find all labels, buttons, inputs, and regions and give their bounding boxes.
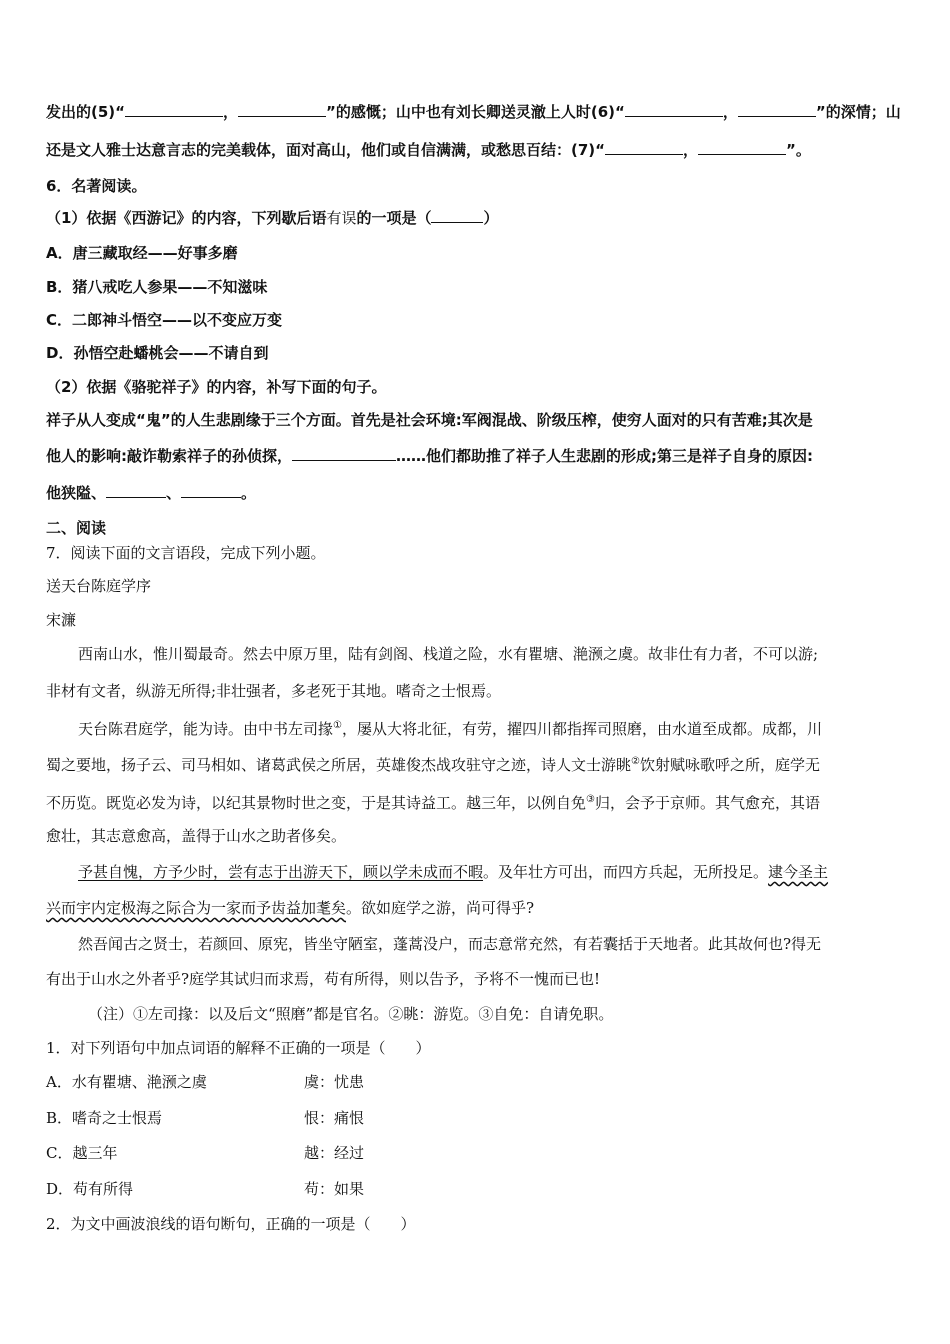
essay-para4-line1: 然吾闻古之贤士，若颜回、原宪，皆坐守陋室，蓬蒿没户，而志意常充然，有若囊括于天地者。此其故何也?得无 [78, 935, 822, 953]
answer-blank-q6-2c[interactable] [181, 483, 241, 498]
answer-blank-6a[interactable] [625, 102, 723, 117]
question-7-1-stem: 1．对下列语句中加点词语的解释不正确的一项是（ ） [46, 1039, 431, 1057]
paragraph-text: 、 [166, 484, 182, 502]
question-7-2-stem: 2．为文中画波浪线的语句断句，正确的一项是（ ） [46, 1215, 416, 1233]
option-gloss: 虞：忧患 [304, 1073, 365, 1091]
essay-para1-line1: 西南山水，惟川蜀最奇。然去中原万里，陆有剑阁、栈道之险，水有瞿塘、滟滪之虞。故非仕有力者，不可以游; [78, 645, 819, 663]
answer-blank-6b[interactable] [738, 102, 816, 117]
paragraph-text: 他狭隘、 [46, 484, 107, 502]
option-sentence: A．水有瞿塘、滟滪之虞 [46, 1073, 207, 1091]
paragraph-text: 。 [241, 484, 257, 502]
xiangzi-line-2 [46, 446, 813, 466]
essay-text: ，屡从大将北征，有劳，擢四川都指挥司照磨，由水道至成都。成都，川 [341, 720, 822, 738]
option-c: C．二郎神斗悟空——以不变应万变 [46, 311, 283, 329]
essay-text: 蜀之要地，扬子云、司马相如、诸葛武侯之所居，英雄俊杰战攻驻守之迹，诗人文士游眺 [46, 756, 632, 774]
essay-para2-line4: 愈壮，其志意愈高，盖得于山水之助者侈矣。 [46, 827, 347, 845]
passage-text: 发出的(5)“ [46, 103, 126, 121]
paragraph-text: 他人的影响:敲诈勒索祥子的孙侦探， [46, 447, 293, 465]
answer-blank-5a[interactable] [125, 102, 223, 117]
q7-1-option-c [46, 1143, 365, 1163]
essay-text: 天台陈君庭学，能为诗。由中书左司掾 [78, 720, 334, 738]
question-6-2-stem: （2）依据《骆驼祥子》的内容，补写下面的句子。 [46, 378, 387, 396]
essay-para2-line3 [46, 790, 820, 813]
section-heading: 二、阅读 [46, 519, 107, 537]
passage-text: ”的深情；山 [815, 103, 901, 121]
option-d: D．孙悟空赴蟠桃会——不请自到 [46, 344, 269, 362]
stem-emphasis: 有误 [326, 209, 357, 227]
option-b: B．猪八戒吃人参果——不知滋味 [46, 278, 268, 296]
option-sentence: B．嗜奇之士恨焉 [46, 1109, 163, 1127]
option-sentence: C．越三年 [46, 1144, 118, 1162]
passage-text: ， [683, 141, 699, 159]
question-6-title: 6．名著阅读。 [46, 177, 147, 195]
essay-title: 送天台陈庭学序 [46, 577, 152, 595]
answer-blank-q6-2b[interactable] [106, 483, 166, 498]
passage-text: ， [223, 103, 239, 121]
essay-para3-line1 [78, 862, 828, 882]
footnotes: （注）①左司掾：以及后文“照磨”都是官名。②眺：游览。③自免：自请免职。 [88, 1005, 614, 1023]
essay-para2-line2 [46, 752, 820, 775]
essay-para4-line2: 有出于山水之外者乎?庭学其试归而求焉，苟有所得，则以告予，予将不一愧而已也! [46, 970, 601, 988]
answer-blank-5b[interactable] [238, 102, 326, 117]
passage-line-1 [46, 102, 901, 122]
option-gloss: 越：经过 [304, 1144, 365, 1162]
wavy-underlined-sentence: 逮今圣主 [768, 863, 829, 881]
passage-line-2 [46, 140, 811, 160]
question-6-1-stem [46, 208, 499, 228]
passage-text: 还是文人雅士达意言志的完美载体，面对高山，他们或自信满满，或愁思百结：(7)“ [46, 141, 606, 159]
essay-text: 饮射赋咏歌呼之所，庭学无 [639, 756, 820, 774]
answer-blank-q6-2a[interactable] [292, 446, 396, 461]
wavy-underlined-sentence: 兴而宇内定极海之际合为一家而予齿益加耄矣 [46, 899, 347, 917]
stem-text: 的一项是（ [356, 209, 432, 227]
q7-1-option-b [46, 1108, 365, 1128]
answer-blank-7a[interactable] [605, 140, 683, 155]
stem-text: （1）依据《西游记》的内容，下列歇后语 [46, 209, 327, 227]
option-gloss: 苟：如果 [304, 1180, 365, 1198]
essay-para3-line2 [46, 898, 534, 918]
option-gloss: 恨：痛恨 [304, 1109, 365, 1127]
passage-text: ”的感慨；山中也有刘长卿送灵澈上人时(6)“ [326, 103, 625, 121]
essay-text: 归，会予于京师。其气愈充，其语 [594, 794, 820, 812]
stem-text: ） [483, 209, 499, 227]
xiangzi-line-3 [46, 483, 256, 503]
option-sentence: D．苟有所得 [46, 1180, 134, 1198]
q7-1-option-a [46, 1072, 365, 1092]
essay-text: 。欲如庭学之游，尚可得乎? [346, 899, 535, 917]
q7-1-option-d [46, 1179, 365, 1199]
passage-text: ”。 [786, 141, 811, 159]
question-7-title: 7．阅读下面的文言语段，完成下列小题。 [46, 544, 326, 562]
essay-text: 不历览。既览必发为诗，以纪其景物时世之变，于是其诗益工。越三年，以例自免 [46, 794, 587, 812]
answer-blank-q6-1[interactable] [431, 208, 483, 223]
passage-text: ， [722, 103, 738, 121]
footnote-marker: ② [631, 756, 640, 767]
essay-para1-line2: 非材有文者，纵游无所得;非壮强者，多老死于其地。嗜奇之士恨焉。 [46, 682, 502, 700]
essay-text: 。及年壮方可出，而四方兵起，无所投足。 [483, 863, 769, 881]
essay-author: 宋濂 [46, 611, 77, 629]
footnote-marker: ① [333, 720, 342, 731]
answer-blank-7b[interactable] [698, 140, 786, 155]
footnote-marker: ③ [586, 794, 595, 805]
paragraph-text: ……他们都助推了祥子人生悲剧的形成;第三是祥子自身的原因: [396, 447, 814, 465]
option-a: A．唐三藏取经——好事多磨 [46, 244, 238, 262]
underlined-sentence: 予甚自愧，方予少时，尝有志于出游天下，顾以学未成而不暇 [78, 863, 484, 881]
essay-para2-line1 [78, 716, 822, 739]
xiangzi-line-1: 祥子从人变成“鬼”的人生悲剧缘于三个方面。首先是社会环境:军阀混战、阶级压榨，使穷人面对的只有苦难;其次是 [46, 411, 813, 429]
